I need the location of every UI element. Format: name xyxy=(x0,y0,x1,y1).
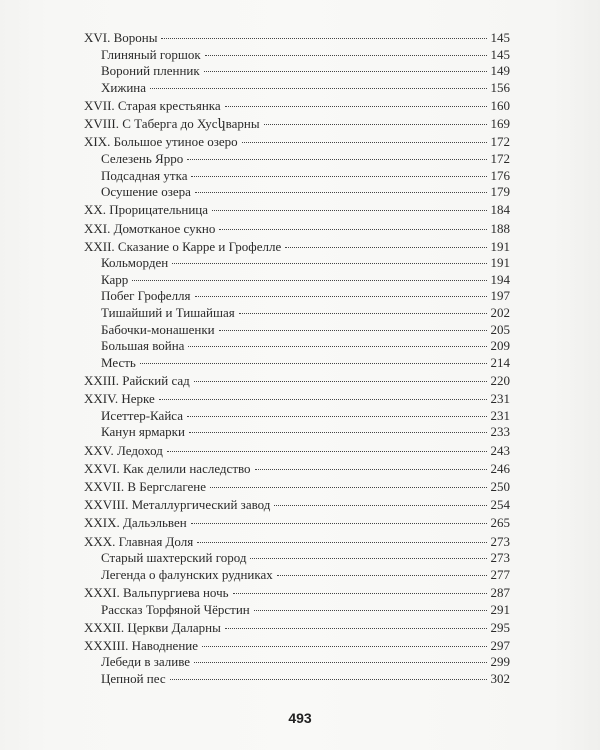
toc-entry-title: Подсадная утка xyxy=(101,167,188,183)
toc-entry-title: Цепной пес xyxy=(101,671,166,687)
page-number: 493 xyxy=(288,710,312,726)
toc-subentry xyxy=(84,151,510,168)
dot-leader xyxy=(212,210,486,211)
toc-subentry xyxy=(84,550,510,567)
toc-entry-title: Карр xyxy=(101,271,129,287)
toc-entry-page: 302 xyxy=(490,671,510,687)
toc-entry-page: 297 xyxy=(490,637,510,653)
toc-entry-page: 156 xyxy=(490,79,510,95)
dot-leader xyxy=(239,313,487,314)
toc-chapter-entry xyxy=(84,98,510,115)
toc-subentry xyxy=(84,47,510,64)
toc-subentry xyxy=(84,355,510,372)
toc-entry-page: 233 xyxy=(490,424,510,440)
toc-entry-page: 176 xyxy=(490,167,510,183)
toc-entry-page: 172 xyxy=(490,150,510,166)
dot-leader xyxy=(202,646,486,647)
toc-entry-title: XXVII. В Бергслагене xyxy=(84,478,206,494)
toc-entry-page: 291 xyxy=(490,601,510,617)
dot-leader xyxy=(204,71,487,72)
toc-chapter-entry xyxy=(84,515,510,532)
toc-subentry xyxy=(84,184,510,201)
toc-entry-page: 243 xyxy=(490,442,510,458)
toc-entry-title: Вороний пленник xyxy=(101,63,200,79)
toc-entry-title: Побег Грофелля xyxy=(101,288,191,304)
toc-entry-page: 194 xyxy=(490,271,510,287)
toc-entry-title: XX. Прорицательница xyxy=(84,202,209,218)
toc-entry-page: 160 xyxy=(490,97,510,113)
toc-entry-page: 277 xyxy=(490,566,510,582)
toc-entry-page: 220 xyxy=(490,373,510,389)
dot-leader xyxy=(233,593,487,594)
toc-entry-title: XVI. Вороны xyxy=(84,30,158,45)
toc-entry-title: Канун ярмарки xyxy=(101,424,185,440)
toc-entry-title: Глиняный горшок xyxy=(101,46,201,62)
toc-entry-page: 202 xyxy=(490,305,510,321)
toc-entry-page: 214 xyxy=(490,354,510,370)
dot-leader xyxy=(242,142,487,143)
toc-entry-title: XXXIII. Наводнение xyxy=(84,637,199,653)
toc-entry-title: XXXII. Церкви Даларны xyxy=(84,619,221,635)
toc-entry-title: XXVIII. Металлургический завод xyxy=(84,497,271,513)
dot-leader xyxy=(210,487,487,488)
toc-chapter-entry xyxy=(84,373,510,390)
toc-entry-page: 149 xyxy=(490,63,510,79)
toc-subentry xyxy=(84,305,510,322)
toc-entry-title: Легенда о фалунских рудниках xyxy=(101,566,273,582)
toc-entry-page: 172 xyxy=(490,134,510,150)
dot-leader xyxy=(194,381,487,382)
toc-entry-title: Исеттер-Кайса xyxy=(101,407,183,423)
toc-subentry xyxy=(84,671,510,688)
toc-entry-page: 250 xyxy=(490,478,510,494)
toc-entry-page: 169 xyxy=(490,116,510,132)
toc-entry-page: 231 xyxy=(490,407,510,423)
toc-entry-page: 254 xyxy=(490,497,510,513)
toc-entry-page: 145 xyxy=(490,46,510,62)
toc-entry-page: 179 xyxy=(490,184,510,200)
dot-leader xyxy=(225,628,487,629)
toc-chapter-entry xyxy=(84,497,510,514)
toc-subentry xyxy=(84,80,510,97)
toc-entry-title: Старый шахтерский город xyxy=(101,550,247,566)
toc-entry-page: 273 xyxy=(490,533,510,549)
toc-entry-title: Хижина xyxy=(101,79,147,95)
toc-entry-page: 191 xyxy=(490,255,510,271)
toc-entry-page: 299 xyxy=(490,654,510,670)
toc-subentry xyxy=(84,338,510,355)
toc-chapter-entry xyxy=(84,620,510,637)
dot-leader xyxy=(189,432,487,433)
toc-entry-title: XXI. Домотканое сукно xyxy=(84,220,216,236)
toc-subentry xyxy=(84,654,510,671)
toc-entry-page: 246 xyxy=(490,460,510,476)
dot-leader xyxy=(150,88,486,89)
toc-entry-title: Бабочки-монашенки xyxy=(101,321,215,337)
toc-entry-page: 191 xyxy=(490,238,510,254)
toc-chapter-entry xyxy=(84,134,510,151)
toc-chapter-entry xyxy=(84,585,510,602)
toc-chapter-entry xyxy=(84,534,510,551)
dot-leader xyxy=(197,542,486,543)
toc-entry-page: 231 xyxy=(490,391,510,407)
dot-leader xyxy=(274,505,486,506)
dot-leader xyxy=(191,176,486,177)
dot-leader xyxy=(140,363,487,364)
toc-entry-title: Месть xyxy=(101,354,136,370)
dot-leader xyxy=(225,106,487,107)
dot-leader xyxy=(167,451,487,452)
toc-chapter-entry xyxy=(84,30,510,47)
toc-subentry xyxy=(84,408,510,425)
toc-subentry xyxy=(84,255,510,272)
toc-entry-title: XXV. Ледоход xyxy=(84,442,163,458)
toc-subentry xyxy=(84,168,510,185)
dot-leader xyxy=(254,610,487,611)
toc-entry-page: 184 xyxy=(490,202,510,218)
toc-entry-title: Селезень Ярро xyxy=(101,150,184,166)
toc-entry-title: XXVI. Как делили наследство xyxy=(84,460,251,476)
dot-leader xyxy=(194,662,486,663)
dot-leader xyxy=(250,558,486,559)
toc-entry-page: 197 xyxy=(490,288,510,304)
dot-leader xyxy=(170,679,487,680)
dot-leader xyxy=(159,399,487,400)
table-of-contents xyxy=(84,30,510,688)
dot-leader xyxy=(161,38,486,39)
toc-entry-title: XIX. Большое утиное озеро xyxy=(84,134,238,150)
dot-leader xyxy=(255,469,487,470)
toc-entry-page: 265 xyxy=(490,515,510,531)
toc-subentry xyxy=(84,288,510,305)
dot-leader xyxy=(195,192,487,193)
toc-subentry xyxy=(84,424,510,441)
toc-entry-page: 273 xyxy=(490,550,510,566)
toc-entry-title: Большая война xyxy=(101,338,185,354)
toc-entry-title: XXIII. Райский сад xyxy=(84,373,190,389)
toc-chapter-entry xyxy=(84,443,510,460)
dot-leader xyxy=(285,247,486,248)
toc-subentry xyxy=(84,602,510,619)
toc-entry-page: 287 xyxy=(490,584,510,600)
dot-leader xyxy=(277,575,487,576)
dot-leader xyxy=(219,330,487,331)
toc-subentry xyxy=(84,272,510,289)
toc-entry-page: 295 xyxy=(490,619,510,635)
toc-chapter-entry xyxy=(84,461,510,478)
dot-leader xyxy=(188,346,486,347)
toc-entry-title: Осушение озера xyxy=(101,184,191,200)
toc-entry-title: XVII. Старая крестьянка xyxy=(84,97,221,113)
dot-leader xyxy=(187,416,487,417)
dot-leader xyxy=(195,296,487,297)
toc-entry-title: XXIX. Дальэльвен xyxy=(84,515,187,531)
toc-subentry xyxy=(84,322,510,339)
toc-chapter-entry xyxy=(84,391,510,408)
toc-entry-page: 145 xyxy=(490,30,510,45)
toc-entry-title: XXIV. Нерке xyxy=(84,391,155,407)
toc-chapter-entry xyxy=(84,239,510,256)
toc-entry-title: Рассказ Торфяной Чёрстин xyxy=(101,601,250,617)
toc-chapter-entry xyxy=(84,638,510,655)
toc-chapter-entry xyxy=(84,221,510,238)
toc-subentry xyxy=(84,567,510,584)
dot-leader xyxy=(219,229,486,230)
dot-leader xyxy=(264,124,487,125)
toc-entry-title: XXXI. Вальпургиева ночь xyxy=(84,584,229,600)
dot-leader xyxy=(187,159,486,160)
toc-entry-page: 209 xyxy=(490,338,510,354)
toc-entry-title: Лебеди в заливе xyxy=(101,654,191,670)
dot-leader xyxy=(191,523,487,524)
dot-leader xyxy=(172,263,486,264)
toc-entry-page: 205 xyxy=(490,321,510,337)
toc-entry-title: XXX. Главная Доля xyxy=(84,533,194,549)
toc-chapter-entry xyxy=(84,202,510,219)
toc-entry-title: Кольморден xyxy=(101,255,169,271)
dot-leader xyxy=(132,280,486,281)
toc-entry-page: 188 xyxy=(490,220,510,236)
toc-subentry xyxy=(84,63,510,80)
toc-entry-title: XVIII. С Таберга до Хусկварны xyxy=(84,116,260,132)
toc-chapter-entry xyxy=(84,479,510,496)
toc-entry-title: XXII. Сказание о Карре и Грофелле xyxy=(84,238,282,254)
dot-leader xyxy=(205,55,487,56)
toc-chapter-entry xyxy=(84,116,510,133)
toc-entry-title: Тишайший и Тишайшая xyxy=(101,305,235,321)
